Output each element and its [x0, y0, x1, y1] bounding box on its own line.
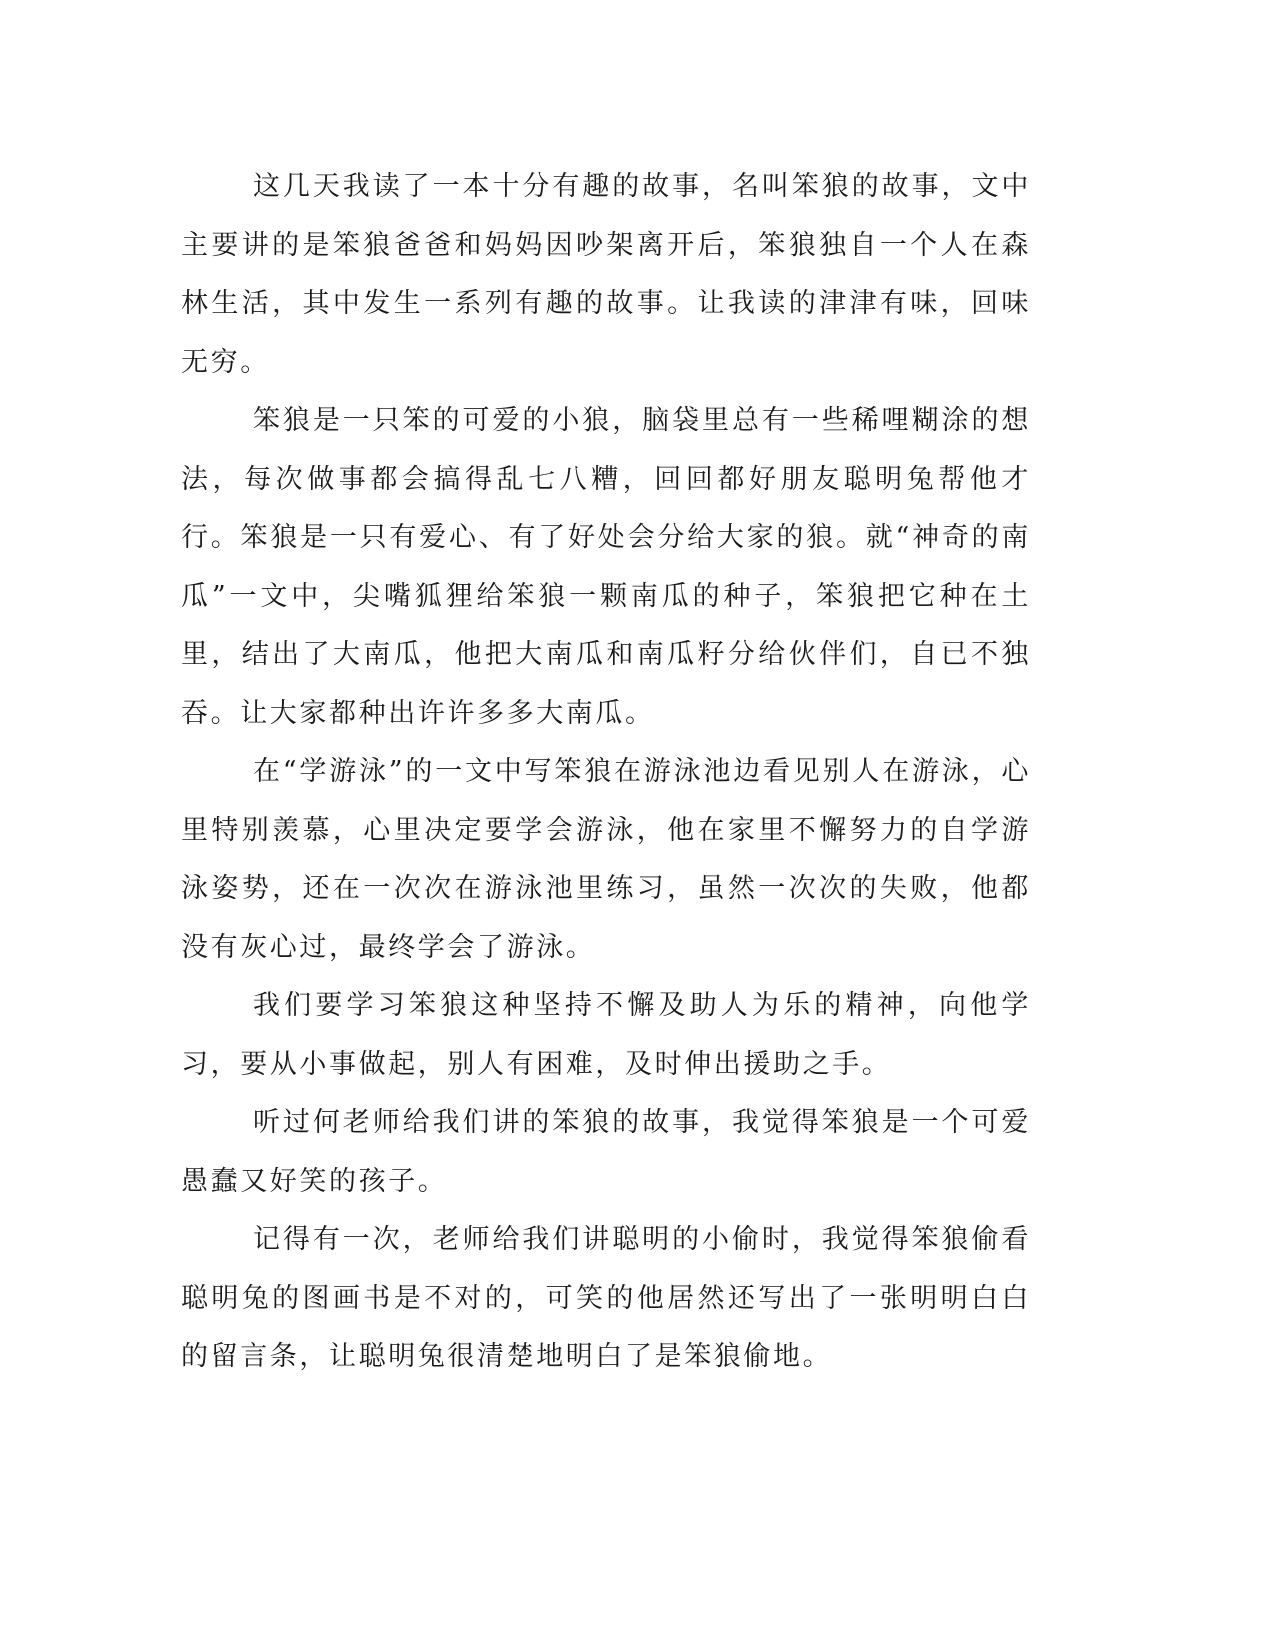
paragraph-2: 笨狼是一只笨的可爱的小狼，脑袋里总有一些稀哩糊涂的想法，每次做事都会搞得乱七八糟，回回都好朋友聪明兔帮他才行。笨狼是一只有爱心、有了好处会分给大家的狼。就“神奇的南瓜”一文中，尖嘴狐狸给笨狼一颗南瓜的种子，笨狼把它种在土里，结出了大南瓜，他把大南瓜和南瓜籽分给伙伴们，自已不独吞。让大家都种出许许多多大南瓜。 — [181, 405, 1031, 729]
paragraph-5: 听过何老师给我们讲的笨狼的故事，我觉得笨狼是一个可爱愚蠢又好笑的孩子。 — [181, 1107, 1031, 1197]
paragraph-4: 我们要学习笨狼这种坚持不懈及助人为乐的精神，向他学习，要从小事做起，别人有困难，及时伸出援助之手。 — [181, 990, 1031, 1080]
paragraph-3: 在“学游泳”的一文中写笨狼在游泳池边看见别人在游泳，心里特别羡慕，心里决定要学会游泳，他在家里不懈努力的自学游泳姿势，还在一次次在游泳池里练习，虽然一次次的失败，他都没有灰心过，最终学会了游泳。 — [181, 756, 1031, 963]
document-body — [181, 158, 1031, 1387]
paragraph-1: 这几天我读了一本十分有趣的故事，名叫笨狼的故事，文中主要讲的是笨狼爸爸和妈妈因吵架离开后，笨狼独自一个人在森林生活，其中发生一系列有趣的故事。让我读的津津有味，回味无穷。 — [181, 171, 1031, 378]
paragraph-6: 记得有一次，老师给我们讲聪明的小偷时，我觉得笨狼偷看聪明兔的图画书是不对的，可笑的他居然还写出了一张明明白白的留言条，让聪明兔很清楚地明白了是笨狼偷地。 — [181, 1224, 1031, 1372]
